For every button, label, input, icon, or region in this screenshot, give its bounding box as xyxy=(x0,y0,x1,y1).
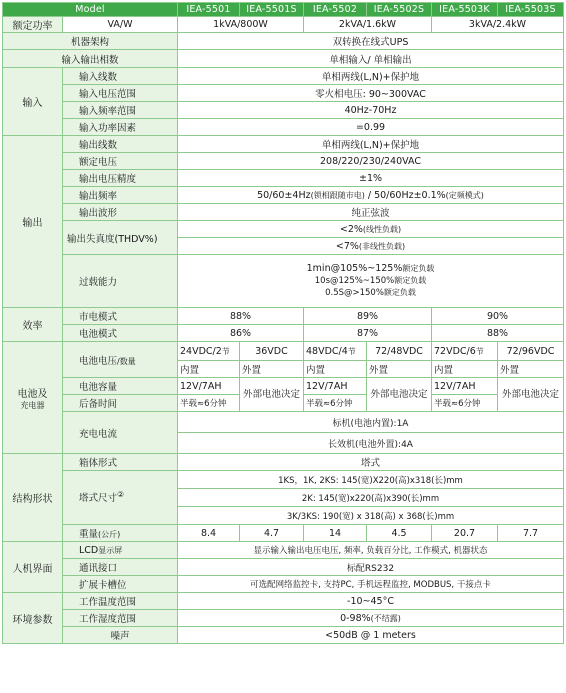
hmi-lcd-label: LCD显示屏 xyxy=(63,542,178,559)
efficiency-battery-3k: 88% xyxy=(432,325,564,342)
efficiency-row-mains xyxy=(3,308,564,325)
efficiency-category: 效率 xyxy=(3,308,63,342)
weight-3: 14 xyxy=(304,525,367,542)
env-row-noise xyxy=(3,627,564,644)
battery-voltage-3: 48VDC/4节 xyxy=(304,342,367,361)
output-wires-value: 单相两线(L,N)+保护地 xyxy=(178,136,564,153)
output-frequency-a: 50/60±4Hz xyxy=(257,189,311,201)
input-row-power-factor xyxy=(3,119,564,136)
hmi-row-comm xyxy=(3,559,564,576)
battery-external-2: 外部电池决定 xyxy=(367,378,432,412)
battery-row-charge-std xyxy=(3,412,564,433)
output-overload-label: 过载能力 xyxy=(63,255,178,308)
battery-external-3: 外部电池决定 xyxy=(498,378,564,412)
env-temp-value: -10~45°C xyxy=(178,593,564,610)
thd-linear-note: (线性负载) xyxy=(362,224,402,234)
spec-table xyxy=(2,2,564,644)
structure-size-2: 2K: 145(宽)x220(高)x390(长)mm xyxy=(178,489,564,507)
battery-external-1: 外部电池决定 xyxy=(240,378,304,412)
architecture-row xyxy=(3,33,564,50)
hmi-row-slot xyxy=(3,576,564,593)
efficiency-mains-2k: 89% xyxy=(304,308,432,325)
battery-row-voltage xyxy=(3,342,564,361)
output-row-frequency xyxy=(3,187,564,204)
battery-charge-std: 标机(电池内置):1A xyxy=(178,412,564,433)
env-row-temp xyxy=(3,593,564,610)
model-3: IEA-5502 xyxy=(304,3,367,17)
battery-capacity-5: 12V/7AH xyxy=(432,378,498,395)
efficiency-battery-label: 电池模式 xyxy=(63,325,178,342)
battery-placement-1: 内置 xyxy=(178,361,240,378)
battery-placement-5: 内置 xyxy=(432,361,498,378)
input-frequency-label: 输入频率范围 xyxy=(63,102,178,119)
env-row-humidity xyxy=(3,610,564,627)
battery-voltage-1: 24VDC/2节 xyxy=(178,342,240,361)
io-phase-label: 输入输出相数 xyxy=(3,50,178,68)
output-row-rated-voltage xyxy=(3,153,564,170)
model-1: IEA-5501 xyxy=(178,3,240,17)
structure-size-3: 3K/3KS: 190(宽) x 318(高) x 368(长)mm xyxy=(178,507,564,525)
model-6: IEA-5503S xyxy=(498,3,564,17)
input-frequency-value: 40Hz-70Hz xyxy=(178,102,564,119)
battery-backup-5: 半载≈6分钟 xyxy=(432,395,498,412)
battery-voltage-4: 72/48VDC xyxy=(367,342,432,361)
efficiency-row-battery xyxy=(3,325,564,342)
battery-backup-3: 半载≈6分钟 xyxy=(304,395,367,412)
hmi-lcd-value: 显示输入输出电压电压, 频率, 负载百分比, 工作模式, 机器状态 xyxy=(178,542,564,559)
env-humidity-value: 0-98%(不结露) xyxy=(178,610,564,627)
battery-capacity-3: 12V/7AH xyxy=(304,378,367,395)
output-thd-linear xyxy=(178,221,564,238)
battery-backup-label: 后备时间 xyxy=(63,395,178,412)
battery-category-line2: 充电器 xyxy=(20,400,45,410)
io-phase-value: 单相输入/ 单相输出 xyxy=(178,50,564,68)
input-row-voltage xyxy=(3,85,564,102)
weight-1: 8.4 xyxy=(178,525,240,542)
efficiency-mains-1k: 88% xyxy=(178,308,304,325)
output-rated-voltage-value: 208/220/230/240VAC xyxy=(178,153,564,170)
structure-row-cabinet xyxy=(3,454,564,471)
rated-power-2k: 2kVA/1.6kW xyxy=(304,17,432,33)
input-voltage-value: 零火相电压: 90~300VAC xyxy=(178,85,564,102)
efficiency-battery-2k: 87% xyxy=(304,325,432,342)
input-row-frequency xyxy=(3,102,564,119)
battery-backup-1: 半载≈6分钟 xyxy=(178,395,240,412)
input-row-wires xyxy=(3,68,564,85)
battery-capacity-label: 电池容量 xyxy=(63,378,178,395)
battery-charge-label: 充电电流 xyxy=(63,412,178,454)
hmi-slot-value: 可选配网络监控卡, 支持PC, 手机远程监控, MODBUS, 干接点卡 xyxy=(178,576,564,593)
input-wires-value: 单相两线(L,N)+保护地 xyxy=(178,68,564,85)
structure-size-label: 塔式尺寸② xyxy=(63,471,178,525)
io-phase-row xyxy=(3,50,564,68)
battery-voltage-label: 电池电压/数量 xyxy=(63,342,178,378)
input-wires-label: 输入线数 xyxy=(63,68,178,85)
rated-power-row xyxy=(3,17,564,33)
overload-line2: 10s@125%~150% xyxy=(314,276,395,286)
output-row-wires xyxy=(3,136,564,153)
input-pf-label: 输入功率因素 xyxy=(63,119,178,136)
structure-weight-label: 重量(公斤) xyxy=(63,525,178,542)
structure-cabinet-label: 箱体形式 xyxy=(63,454,178,471)
output-waveform-value: 纯正弦波 xyxy=(178,204,564,221)
output-overload-value xyxy=(178,255,564,308)
battery-voltage-2: 36VDC xyxy=(240,342,304,361)
structure-row-weight xyxy=(3,525,564,542)
env-category: 环境参数 xyxy=(3,593,63,644)
output-precision-value: ±1% xyxy=(178,170,564,187)
battery-category-line1: 电池及 xyxy=(17,388,48,400)
model-label: Model xyxy=(3,3,178,17)
thd-nonlinear-value: <7% xyxy=(335,240,359,252)
output-frequency-b: / 50/60Hz±0.1% xyxy=(364,189,446,201)
thd-linear-value: <2% xyxy=(339,223,363,235)
hmi-comm-label: 通讯接口 xyxy=(63,559,178,576)
model-5: IEA-5503K xyxy=(432,3,498,17)
battery-placement-3: 内置 xyxy=(304,361,367,378)
output-waveform-label: 输出波形 xyxy=(63,204,178,221)
rated-power-unit: VA/W xyxy=(63,17,178,33)
output-precision-label: 输出电压精度 xyxy=(63,170,178,187)
env-noise-label: 噪声 xyxy=(63,627,178,644)
structure-row-size-1 xyxy=(3,471,564,489)
battery-row-capacity xyxy=(3,378,564,395)
battery-placement-2: 外置 xyxy=(240,361,304,378)
header-row xyxy=(3,3,564,17)
output-frequency-label: 输出频率 xyxy=(63,187,178,204)
battery-placement-6: 外置 xyxy=(498,361,564,378)
weight-2: 4.7 xyxy=(240,525,304,542)
battery-voltage-5: 72VDC/6节 xyxy=(432,342,498,361)
input-voltage-label: 输入电压范围 xyxy=(63,85,178,102)
battery-charge-long: 长效机(电池外置):4A xyxy=(178,433,564,454)
architecture-value: 双转换在线式UPS xyxy=(178,33,564,50)
overload-line3: 0.5S@>150% xyxy=(325,288,384,298)
battery-voltage-6: 72/96VDC xyxy=(498,342,564,361)
efficiency-battery-1k: 86% xyxy=(178,325,304,342)
output-frequency-a-note: (锁相跟随市电) xyxy=(310,190,365,200)
input-category: 输入 xyxy=(3,68,63,136)
weight-5: 20.7 xyxy=(432,525,498,542)
structure-category: 结构形状 xyxy=(3,454,63,542)
hmi-category: 人机界面 xyxy=(3,542,63,593)
model-2: IEA-5501S xyxy=(240,3,304,17)
structure-cabinet-value: 塔式 xyxy=(178,454,564,471)
output-row-overload xyxy=(3,255,564,308)
env-noise-value: <50dB @ 1 meters xyxy=(178,627,564,644)
efficiency-mains-label: 市电模式 xyxy=(63,308,178,325)
overload-line1: 1min@105%~125% xyxy=(306,263,403,274)
architecture-label: 机器架构 xyxy=(3,33,178,50)
output-thd-label: 输出失真度(THDV%) xyxy=(63,221,178,255)
rated-power-3k: 3kVA/2.4kW xyxy=(432,17,564,33)
env-humidity-label: 工作湿度范围 xyxy=(63,610,178,627)
output-rated-voltage-label: 额定电压 xyxy=(63,153,178,170)
output-category: 输出 xyxy=(3,136,63,308)
rated-power-1k: 1kVA/800W xyxy=(178,17,304,33)
battery-capacity-1: 12V/7AH xyxy=(178,378,240,395)
rated-power-label: 额定功率 xyxy=(3,17,63,33)
battery-placement-4: 外置 xyxy=(367,361,432,378)
hmi-slot-label: 扩展卡槽位 xyxy=(63,576,178,593)
output-frequency-value xyxy=(178,187,564,204)
hmi-row-lcd xyxy=(3,542,564,559)
output-wires-label: 输出线数 xyxy=(63,136,178,153)
weight-6: 7.7 xyxy=(498,525,564,542)
env-temp-label: 工作温度范围 xyxy=(63,593,178,610)
weight-4: 4.5 xyxy=(367,525,432,542)
battery-category xyxy=(3,342,63,454)
output-row-thd-linear xyxy=(3,221,564,238)
overload-line2-note: 额定负载 xyxy=(394,276,427,285)
overload-line3-note: 额定负载 xyxy=(383,288,416,297)
hmi-comm-value: 标配RS232 xyxy=(178,559,564,576)
output-thd-nonlinear xyxy=(178,238,564,255)
output-row-waveform xyxy=(3,204,564,221)
input-pf-value: =0.99 xyxy=(178,119,564,136)
output-frequency-b-note: (定频模式) xyxy=(445,190,484,200)
overload-line1-note: 额定负载 xyxy=(402,264,435,273)
model-4: IEA-5502S xyxy=(367,3,432,17)
thd-nonlinear-note: (非线性负载) xyxy=(358,241,406,251)
efficiency-mains-3k: 90% xyxy=(432,308,564,325)
structure-size-1: 1KS，1K, 2KS: 145(宽)X220(高)x318(长)mm xyxy=(178,471,564,489)
output-row-precision xyxy=(3,170,564,187)
